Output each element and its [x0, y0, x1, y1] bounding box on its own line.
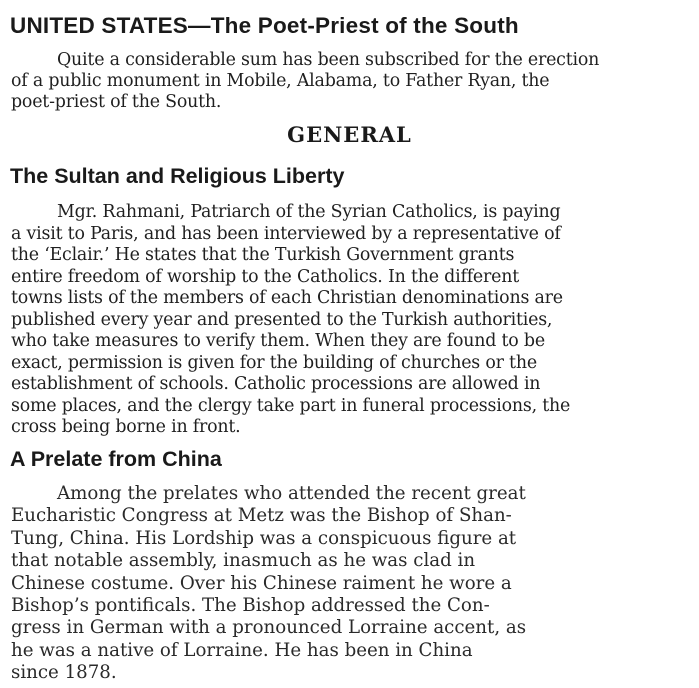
article-body-prelate: [11, 483, 526, 685]
text-line: gress in German with a pronounced Lorraine accent, as: [11, 617, 527, 639]
article-body-sultan: [11, 202, 570, 439]
text-line: that notable assembly, inasmuch as he was clad in: [11, 550, 476, 572]
article-body-poet-priest: [11, 50, 599, 113]
text-line: since 1878.: [11, 662, 117, 684]
article-headline-united-states: UNITED STATES—The Poet-Priest of the South: [10, 13, 519, 38]
text-line: establishment of schools. Catholic processions are allowed in: [11, 374, 541, 394]
text-line: he was a native of Lorraine. He has been in China: [11, 639, 473, 661]
article-heading-prelate: A Prelate from China: [10, 447, 222, 471]
text-line: published every year and presented to the Turkish authorities,: [11, 309, 553, 330]
text-line: Quite a considerable sum has been subscribed for the erection: [57, 50, 600, 70]
text-line: Among the prelates who attended the recent great: [57, 483, 526, 504]
text-line: the ‘Eclair.’ He states that the Turkish Government grants: [11, 245, 515, 265]
text-line: cross being borne in front.: [11, 417, 241, 437]
text-line: of a public monument in Mobile, Alabama, to Father Ryan, the: [11, 71, 550, 91]
text-line: Chinese costume. Over his Chinese raiment he wore a: [11, 572, 512, 594]
text-line: Eucharistic Congress at Metz was the Bishop of Shan-: [11, 505, 512, 527]
text-line: who take measures to verify them. When they are found to be: [11, 331, 545, 351]
text-line: exact, permission is given for the building of churches or the: [11, 352, 537, 373]
text-line: towns lists of the members of each Christian denominations are: [11, 288, 563, 308]
text-line: Mgr. Rahmani, Patriarch of the Syrian Catholics, is paying: [57, 202, 561, 222]
text-line: Tung, China. His Lordship was a conspicuous figure at: [11, 527, 517, 549]
section-title-general: GENERAL: [287, 122, 412, 147]
article-heading-sultan: The Sultan and Religious Liberty: [10, 164, 345, 188]
text-line: Bishop’s pontificals. The Bishop addressed the Con-: [11, 595, 490, 617]
text-line: a visit to Paris, and has been interviewed by a representative of: [11, 223, 561, 244]
text-line: some places, and the clergy take part in funeral processions, the: [11, 395, 571, 416]
text-line: poet-priest of the South.: [11, 92, 222, 112]
text-line: entire freedom of worship to the Catholics. In the different: [11, 266, 520, 287]
